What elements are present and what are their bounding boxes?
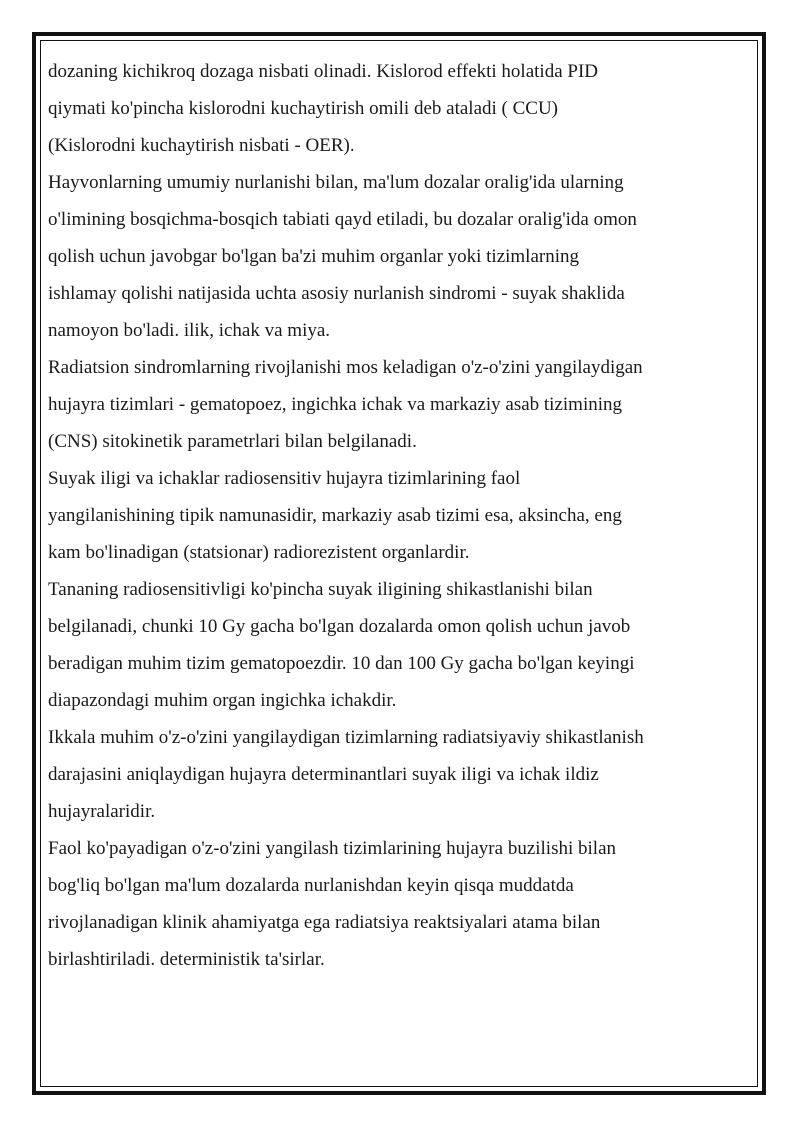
text-line: diapazondagi muhim organ ingichka ichakdir.	[48, 690, 397, 711]
text-line: kam bo'linadigan (statsionar) radiorezistent organlardir.	[48, 542, 470, 563]
text-line: Ikkala muhim o'z-o'zini yangilaydigan tizimlarning radiatsiyaviy shikastlanish	[48, 727, 644, 748]
text-line: rivojlanadigan klinik ahamiyatga ega radiatsiya reaktsiyalari atama bilan	[48, 912, 601, 933]
text-line: hujayra tizimlari - gematopoez, ingichka ichak va markaziy asab tizimining	[48, 394, 623, 415]
text-line: hujayralaridir.	[48, 801, 156, 822]
text-line: qiymati ko'pincha kislorodni kuchaytirish omili deb ataladi ( CCU)	[48, 98, 559, 119]
text-line: o'limining bosqichma-bosqich tabiati qayd etiladi, bu dozalar oralig'ida omon	[48, 209, 637, 230]
text-line: Hayvonlarning umumiy nurlanishi bilan, ma'lum dozalar oralig'ida ularning	[48, 172, 624, 193]
text-line: (Kislorodni kuchaytirish nisbati - OER).	[48, 135, 355, 156]
text-line: Radiatsion sindromlarning rivojlanishi mos keladigan o'z-o'zini yangilaydigan	[48, 357, 643, 378]
text-line: qolish uchun javobgar bo'lgan ba'zi muhim organlar yoki tizimlarning	[48, 246, 579, 267]
text-line: belgilanadi, chunki 10 Gy gacha bo'lgan dozalarda omon qolish uchun javob	[48, 616, 631, 637]
text-line: dozaning kichikroq dozaga nisbati olinadi. Kislorod effekti holatida PID	[48, 61, 598, 82]
text-line: Tananing radiosensitivligi ko'pincha suyak iligining shikastlanishi bilan	[48, 579, 593, 600]
text-line: (CNS) sitokinetik parametrlari bilan belgilanadi.	[48, 431, 417, 452]
text-line: darajasini aniqlaydigan hujayra determinantlari suyak iligi va ichak ildiz	[48, 764, 599, 785]
text-line: Suyak iligi va ichaklar radiosensitiv hujayra tizimlarining faol	[48, 468, 521, 489]
text-line: Faol ko'payadigan o'z-o'zini yangilash tizimlarining hujayra buzilishi bilan	[48, 838, 616, 859]
text-line: beradigan muhim tizim gematopoezdir. 10 dan 100 Gy gacha bo'lgan keyingi	[48, 653, 635, 674]
document-body	[48, 53, 738, 978]
text-line: bog'liq bo'lgan ma'lum dozalarda nurlanishdan keyin qisqa muddatda	[48, 875, 574, 896]
text-line: birlashtiriladi. deterministik ta'sirlar.	[48, 949, 325, 970]
text-line: yangilanishining tipik namunasidir, markaziy asab tizimi esa, aksincha, eng	[48, 505, 622, 526]
text-line: ishlamay qolishi natijasida uchta asosiy nurlanish sindromi - suyak shaklida	[48, 283, 625, 304]
text-line: namoyon bo'ladi. ilik, ichak va miya.	[48, 320, 331, 341]
